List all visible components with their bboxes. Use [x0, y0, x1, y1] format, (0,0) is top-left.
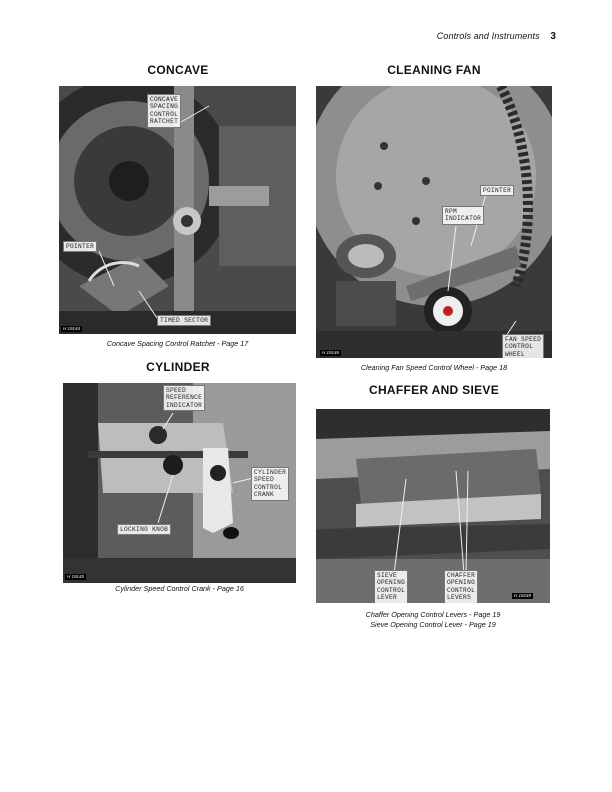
cleaning-fan-caption: Cleaning Fan Speed Control Wheel - Page 18	[360, 363, 508, 372]
chaffer-sieve-heading: CHAFFER AND SIEVE	[369, 383, 499, 397]
photo-id: H 19145	[67, 574, 85, 579]
concave-caption: Concave Spacing Control Ratchet - Page 17	[106, 339, 249, 348]
photo-id: H 19249	[514, 593, 532, 598]
callout-fan-speed-control-wheel: FAN SPEED CONTROL WHEEL	[502, 334, 544, 358]
photo-id: H 19146	[322, 350, 340, 355]
callout-sieve-opening-control-lever: SIEVE OPENING CONTROL LEVER	[374, 570, 408, 603]
concave-heading: CONCAVE	[147, 63, 209, 77]
cylinder-caption: Cylinder Speed Control Crank - Page 16	[115, 584, 244, 593]
chaffer-caption: Chaffer Opening Control Levers - Page 19	[365, 610, 501, 619]
callout-rpm-indicator: RPM INDICATOR	[442, 206, 484, 225]
chaffer-sieve-photo	[316, 409, 550, 603]
cylinder-photo	[63, 383, 296, 583]
header-section-title: Controls and Instruments	[436, 31, 540, 41]
callout-concave-spacing-control-ratchet: CONCAVE SPACING CONTROL RATCHET	[147, 94, 181, 128]
callout-pointer: POINTER	[63, 241, 97, 252]
callout-speed-reference-indicator: SPEED REFERENCE INDICATOR	[163, 385, 205, 411]
sieve-caption: Sieve Opening Control Lever - Page 19	[370, 620, 496, 629]
callout-locking-knob: LOCKING KNOB	[117, 524, 171, 535]
cleaning-fan-photo	[316, 86, 552, 358]
photo-id: H 19144	[63, 326, 81, 331]
cleaning-fan-photo-image	[316, 86, 552, 358]
cylinder-heading: CYLINDER	[146, 360, 210, 374]
cleaning-fan-heading: CLEANING FAN	[387, 63, 481, 77]
chaffer-sieve-photo-image	[316, 409, 550, 603]
callout-cylinder-speed-control-crank: CYLINDER SPEED CONTROL CRANK	[251, 467, 289, 501]
callout-pointer: POINTER	[480, 185, 514, 196]
page-number: 3	[550, 31, 556, 42]
running-header	[437, 31, 556, 42]
callout-chaffer-opening-control-levers: CHAFFER OPENING CONTROL LEVERS	[444, 570, 478, 603]
callout-timed-sector: TIMED SECTOR	[157, 315, 211, 326]
concave-photo	[59, 86, 296, 334]
